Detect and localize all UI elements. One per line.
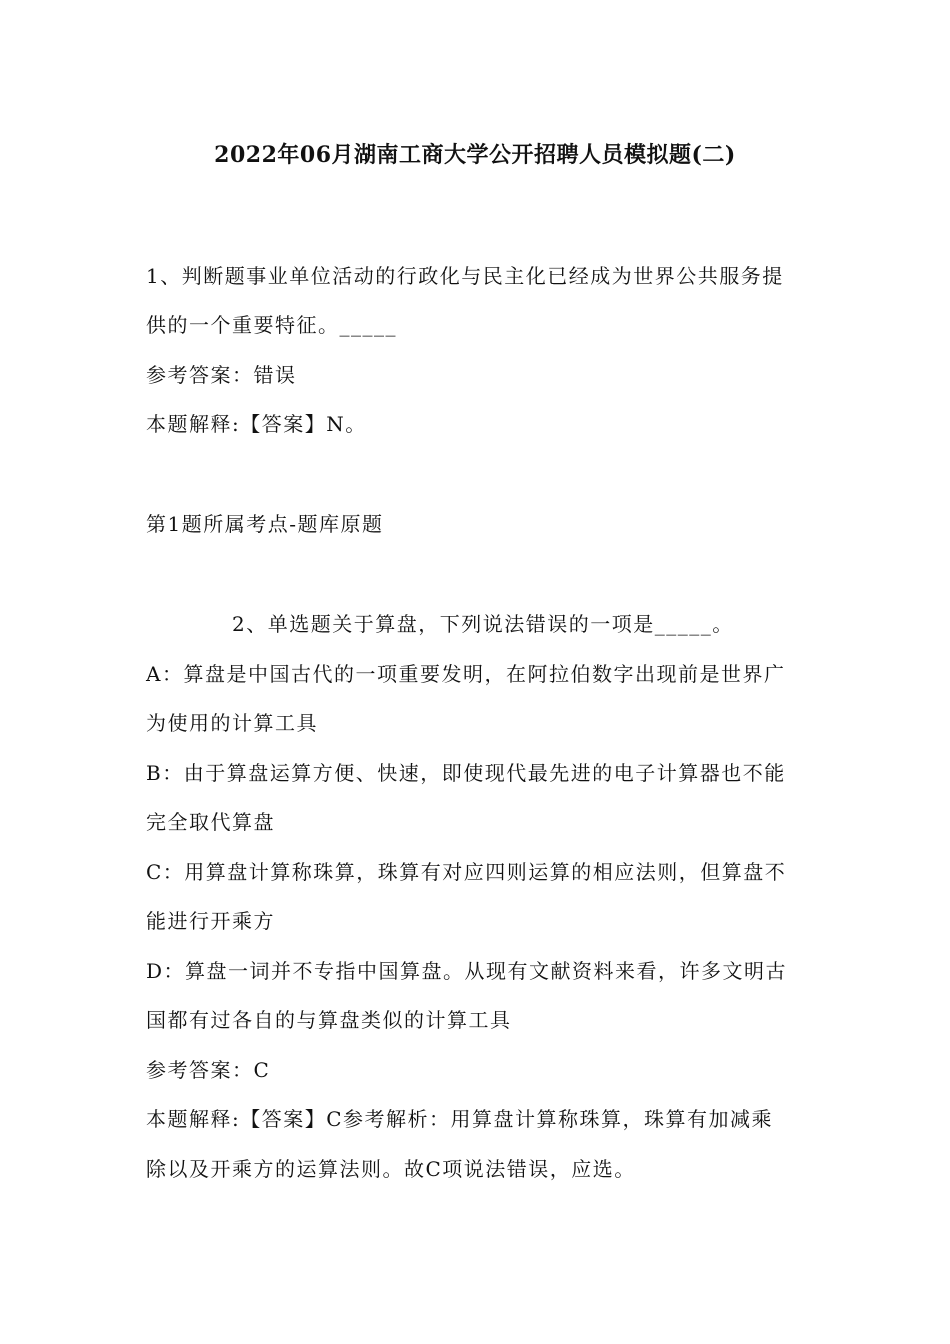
q2-explanation-line-2: 除以及开乘方的运算法则。故C项说法错误，应选。 [146,1157,636,1181]
q2-option-a-line-1: A：算盘是中国古代的一项重要发明，在阿拉伯数字出现前是世界广 [146,662,786,686]
q2-option-a-line-2: 为使用的计算工具 [146,711,318,735]
q2-stem: 2、单选题关于算盘，下列说法错误的一项是_____。 [232,612,734,636]
q2-option-c-line-1: C：用算盘计算称珠算，珠算有对应四则运算的相应法则，但算盘不 [146,860,787,884]
q1-explanation: 本题解释:【答案】N。 [146,412,367,436]
q2-explanation-line-1: 本题解释:【答案】C参考解析：用算盘计算称珠算，珠算有加减乘 [146,1107,774,1131]
q2-option-b-line-2: 完全取代算盘 [146,810,275,834]
q1-stem-line-2: 供的一个重要特征。_____ [146,313,397,337]
q2-option-b-line-1: B：由于算盘运算方便、快速，即使现代最先进的电子计算器也不能 [146,761,786,785]
q1-stem-line-1: 1、判断题事业单位活动的行政化与民主化已经成为世界公共服务提 [146,264,784,288]
q1-answer: 参考答案：错误 [146,363,297,387]
q2-answer: 参考答案：C [146,1058,271,1082]
document-title: 2022年06月湖南工商大学公开招聘人员模拟题(二) [214,142,736,168]
q2-option-d-line-2: 国都有过各自的与算盘类似的计算工具 [146,1008,512,1032]
q2-option-c-line-2: 能进行开乘方 [146,909,275,933]
q2-option-d-line-1: D：算盘一词并不专指中国算盘。从现有文献资料来看，许多文明古 [146,959,788,983]
q1-knowledge-point: 第1题所属考点-题库原题 [146,512,384,536]
